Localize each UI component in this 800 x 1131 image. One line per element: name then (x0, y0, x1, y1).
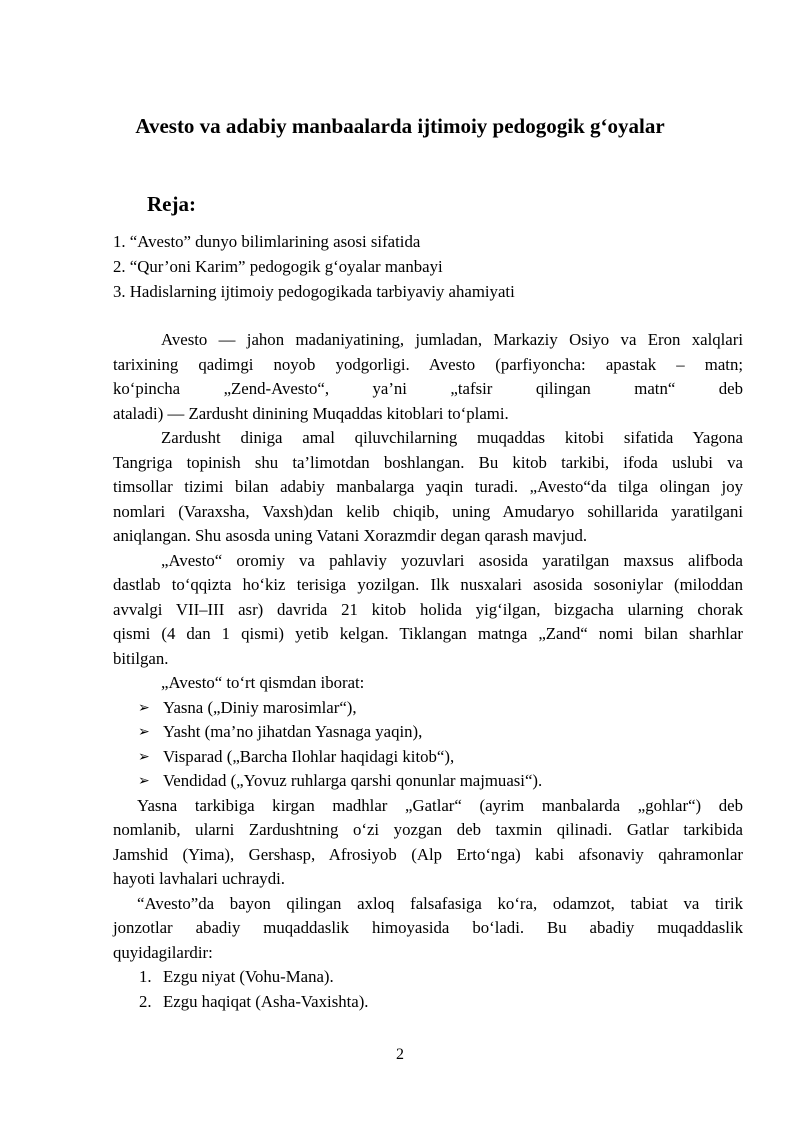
page-number: 2 (396, 1046, 404, 1063)
plan-list (113, 229, 515, 304)
text-line: tarixining qadimgi noyob yodgorligi. Avesto (parfiyoncha: apastak – matn; (113, 354, 743, 374)
text-line: timsollar tizimi bilan adabiy manbalarga yaqin turadi. „Avesto“da tilga olingan joy (113, 477, 743, 496)
plan-item: 1. “Avesto” dunyo bilimlarining asosi sifatida (113, 232, 421, 251)
plan-item: 2. “Qur’oni Karim” pedogogik g‘oyalar manbayi (113, 257, 443, 276)
list-item: ➢ Yasna („Diniy marosimlar“), (113, 696, 743, 721)
text-line: ataladi) — Zardusht dinining Muqaddas kitoblari to‘plami. (113, 403, 509, 423)
text-line: nomlari (Varaxsha, Vaxsh)dan kelib chiqib, uning Amudaryo sohillarida yaratilgani (113, 501, 743, 521)
paragraph-parts-intro (113, 671, 743, 696)
text-line: Jamshid (Yima), Gershasp, Afrosiyob (Alp Erto‘nga) kabi afsonaviy qahramonlar (113, 844, 743, 864)
text-line: quyidagilardir: (113, 942, 213, 962)
page-title: Avesto va adabiy manbaalarda ijtimoiy pedogogik g‘oyalar (135, 114, 665, 138)
text-line: qismi (4 dan 1 qismi) yetib kelgan. Tiklangan matnga „Zand“ nomi bilan sharhlar (113, 624, 743, 643)
arrow-bullet-icon: ➢ (138, 773, 150, 789)
list-item: ➢ Visparad („Barcha Ilohlar haqidagi kitob“), (113, 745, 743, 770)
text-line: Yasna tarkibiga kirgan madhlar „Gatlar“ (ayrim manbalarda „gohlar“) deb (137, 795, 743, 815)
paragraph-ethics (113, 892, 743, 966)
list-item: 2. Ezgu haqiqat (Asha-Vaxishta). (139, 991, 369, 1011)
arrow-bullet-icon: ➢ (138, 724, 150, 740)
paragraph-avesto-intro (113, 328, 743, 426)
holiness-list (113, 965, 743, 1014)
paragraph-alphabet (113, 549, 743, 672)
text-line: dastlab to‘qqizta ho‘kiz terisiga yozilgan. Ilk nusxalari asosida sosoniylar (miloddan (113, 575, 743, 594)
arrow-bullet-icon: ➢ (138, 699, 150, 716)
parts-list (113, 696, 743, 794)
text-line: nomlanib, ularni Zardushtning o‘zi yozgan deb taxmin qilinadi. Gatlar tarkibida (113, 820, 743, 839)
text-line: jonzotlar abadiy muqaddaslik himoyasida bo‘ladi. Bu abadiy muqaddaslik (113, 918, 743, 937)
paragraph-zardusht (113, 426, 743, 549)
text-line: Zardusht diniga amal qiluvchilarning muqaddas kitobi sifatida Yagona (161, 428, 743, 447)
document-body (113, 328, 743, 1014)
text-line: ko‘pincha „Zend-Avesto“, ya’ni „tafsir qilingan matn“ deb (113, 379, 743, 398)
plan-heading: Reja: (147, 192, 196, 216)
plan-item: 3. Hadislarning ijtimoiy pedogogikada tarbiyaviy ahamiyati (113, 282, 515, 301)
text-line: „Avesto“ oromiy va pahlaviy yozuvlari asosida yaratilgan maxsus alifboda (161, 550, 743, 570)
list-item: ➢ Yasht (ma’no jihatdan Yasnaga yaqin), (113, 720, 743, 745)
list-item: 1. Ezgu niyat (Vohu-Mana). (139, 967, 334, 986)
paragraph-gatlar (113, 794, 743, 892)
arrow-bullet-icon: ➢ (138, 748, 150, 765)
text-line: “Avesto”da bayon qilingan axloq falsafasiga ko‘ra, odamzot, tabiat va tirik (137, 893, 743, 913)
text-line: hayoti lavhalari uchraydi. (113, 869, 285, 888)
list-item: ➢ Vendidad („Yovuz ruhlarga qarshi qonunlar majmuasi“). (113, 769, 743, 794)
text-line: aniqlangan. Shu asosda uning Vatani Xorazmdir degan qarash mavjud. (113, 526, 588, 545)
text-line: Tangriga topinish shu ta’limotdan boshlangan. Bu kitob tarkibi, ifoda uslubi va (113, 452, 743, 472)
text-line: avvalgi VII–III asr) davrida 21 kitob holida yig‘ilgan, bizgacha ularning chorak (113, 599, 743, 619)
text-line: bitilgan. (113, 648, 169, 668)
text-line: Avesto — jahon madaniyatining, jumladan, Markaziy Osiyo va Eron xalqlari (161, 330, 743, 349)
text-line: „Avesto“ to‘rt qismdan iborat: (161, 673, 365, 692)
